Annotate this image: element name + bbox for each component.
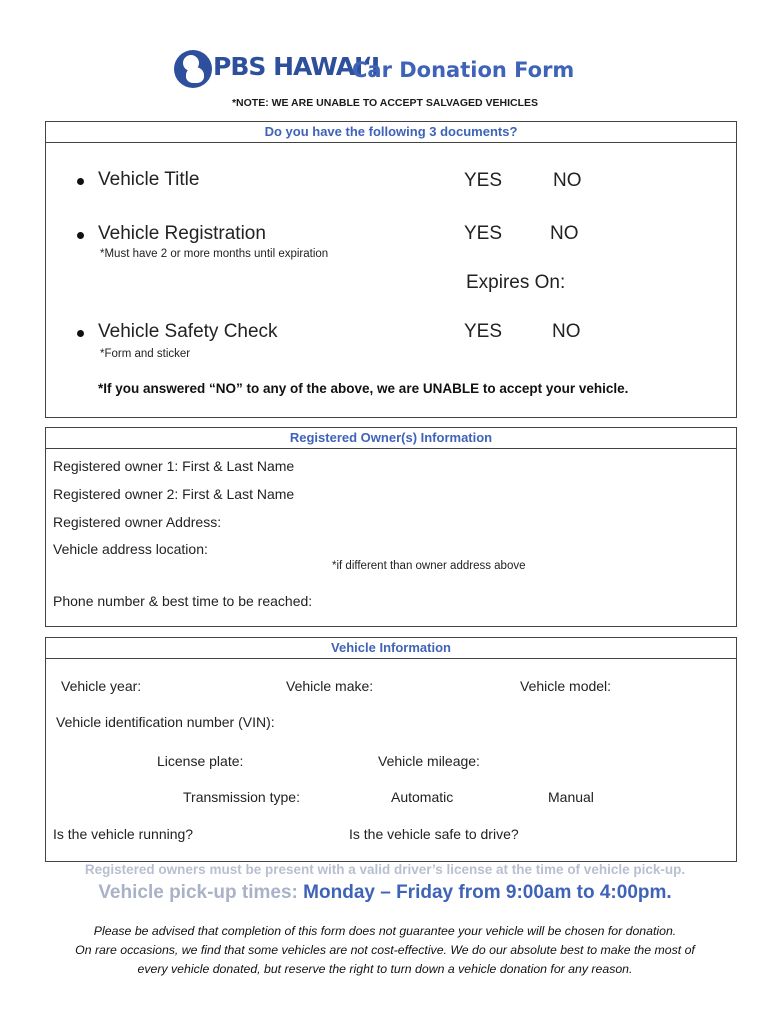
running-field[interactable]: Is the vehicle running? — [53, 826, 194, 842]
documents-heading: Do you have the following 3 documents? — [46, 122, 736, 143]
vehicle-heading: Vehicle Information — [46, 638, 736, 659]
transmission-automatic[interactable]: Automatic — [391, 789, 454, 805]
bullet-icon — [77, 232, 84, 239]
documents-section — [45, 121, 737, 418]
safe-to-drive-field[interactable]: Is the vehicle safe to drive? — [349, 826, 519, 842]
registration-note: *Must have 2 or more months until expiration — [100, 248, 329, 260]
mileage-field[interactable]: Vehicle mileage: — [378, 753, 480, 769]
owners-present-note: Registered owners must be present with a valid driver’s license at the time of vehicle pick-up. — [84, 862, 686, 877]
vehicle-location-field[interactable]: Vehicle address location: — [53, 541, 208, 557]
bullet-icon — [77, 330, 84, 337]
doc-safety-yes[interactable]: YES — [464, 321, 503, 342]
pbs-hawaii-logo-text: PBS HAWAIʻI — [213, 52, 380, 81]
owner1-field[interactable]: Registered owner 1: First & Last Name — [53, 458, 295, 474]
location-note: *if different than owner address above — [332, 560, 526, 572]
doc-title-yes[interactable]: YES — [464, 170, 503, 191]
vehicle-year-field[interactable]: Vehicle year: — [61, 678, 142, 694]
doc-title-no[interactable]: NO — [553, 170, 582, 191]
form-title: Car Donation Form — [352, 58, 575, 82]
doc-registration-yes[interactable]: YES — [464, 223, 503, 244]
license-plate-field[interactable]: License plate: — [157, 753, 244, 769]
bullet-icon — [77, 178, 84, 185]
doc-safety-no[interactable]: NO — [552, 321, 581, 342]
form-header — [0, 50, 770, 94]
transmission-manual[interactable]: Manual — [548, 789, 594, 805]
vehicle-model-field[interactable]: Vehicle model: — [520, 678, 612, 694]
owners-heading: Registered Owner(s) Information — [46, 428, 736, 449]
owner-address-field[interactable]: Registered owner Address: — [53, 514, 222, 530]
safety-note: *Form and sticker — [100, 348, 191, 360]
disclaimer-line-1: Please be advised that completion of this form does not guarantee your vehicle will be chosen for donation. — [93, 924, 677, 938]
owner2-field[interactable]: Registered owner 2: First & Last Name — [53, 486, 295, 502]
pickup-times — [0, 882, 770, 904]
phone-field[interactable]: Phone number & best time to be reached: — [53, 593, 313, 609]
doc-label-registration: Vehicle Registration — [98, 223, 266, 244]
disclaimer-line-3: every vehicle donated, but reserve the right to turn down a vehicle donation for any reason. — [137, 962, 633, 976]
transmission-label: Transmission type: — [183, 789, 300, 805]
disclaimer-line-2: On rare occasions, we find that some vehicles are not cost-effective. We do our absolute best to make the most of — [75, 943, 695, 957]
vehicle-make-field[interactable]: Vehicle make: — [286, 678, 374, 694]
pbs-logo-icon — [174, 50, 212, 88]
unable-warning: *If you answered “NO” to any of the above, we are UNABLE to accept your vehicle. — [98, 381, 629, 396]
vehicle-section — [45, 637, 737, 862]
salvage-note: *NOTE: WE ARE UNABLE TO ACCEPT SALVAGED VEHICLES — [231, 97, 539, 109]
doc-registration-no[interactable]: NO — [550, 223, 579, 244]
owners-section — [45, 427, 737, 627]
pickup-value: Monday – Friday from 9:00am to 4:00pm. — [303, 882, 672, 903]
disclaimer — [30, 922, 740, 979]
doc-label-title: Vehicle Title — [98, 169, 200, 190]
expires-on-label: Expires On: — [466, 272, 566, 293]
vin-field[interactable]: Vehicle identification number (VIN): — [56, 714, 275, 730]
pickup-label: Vehicle pick-up times: — [98, 882, 298, 903]
doc-label-safety: Vehicle Safety Check — [98, 321, 278, 342]
